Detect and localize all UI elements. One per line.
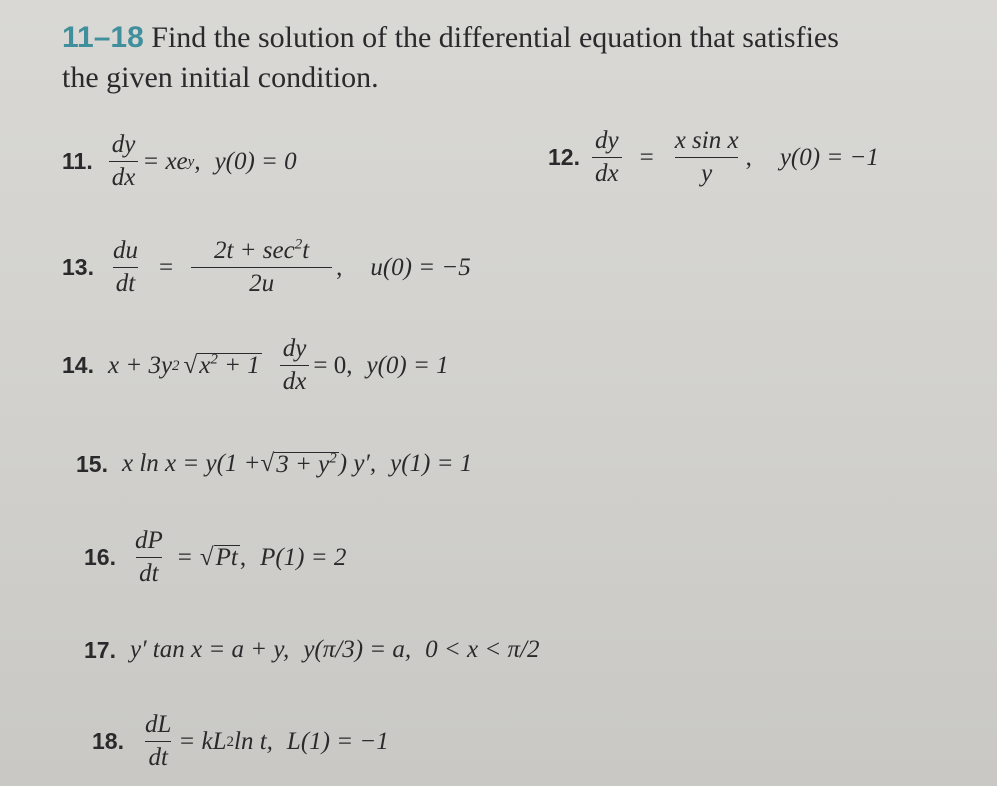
sqrt-sign: √ (260, 450, 275, 477)
header-line-1 (62, 18, 839, 58)
exponent: 2 (329, 450, 337, 467)
fraction-denominator: dx (592, 157, 622, 187)
domain-constraint: 0 < x < π/2 (425, 636, 540, 663)
problem-17 (84, 636, 539, 664)
sqrt-body: Pt (215, 544, 238, 571)
problem-number: 16. (84, 544, 116, 570)
fraction-numerator: x sin x (674, 127, 739, 154)
problem-number: 18. (92, 728, 124, 754)
lhs-expression: x ln x = y(1 + (121, 450, 261, 477)
sqrt-body (197, 353, 261, 378)
instruction-text-1: Find the solution of the differential equation that satisfies (151, 21, 839, 54)
fraction-numerator: dL (144, 711, 172, 738)
initial-condition: y(0) = −1 (779, 143, 879, 171)
derivative-fraction (142, 712, 174, 771)
sqrt-sign: √ (199, 543, 214, 571)
comma: , (745, 143, 752, 171)
fraction-denominator: 2u (191, 267, 332, 297)
fraction-denominator: dx (280, 365, 310, 395)
initial-condition: y(1) = 1 (390, 450, 473, 477)
sqrt-sign: √ (183, 351, 198, 379)
initial-condition: y(0) = 1 (366, 351, 449, 379)
sqrt-part-a: 3 + y (276, 450, 330, 478)
derivative-fraction (280, 336, 310, 395)
right-hand-side: = kL (178, 727, 227, 755)
instruction-text-2: the given initial condition. (62, 61, 379, 94)
fraction-denominator: dx (109, 161, 139, 191)
comma: , (336, 253, 343, 281)
fraction-numerator (211, 238, 312, 267)
comma: , (194, 147, 201, 175)
problem-18: 18. $\frac{dL}{dt}$ = kL 2 ln t, L(1) = −1 (92, 711, 389, 771)
sqrt-part-b: + 1 (217, 352, 260, 379)
initial-condition: P(1) = 2 (260, 543, 347, 571)
problem-16 (84, 528, 346, 587)
exercise-header (62, 18, 839, 98)
fraction-numerator: dy (111, 131, 136, 158)
right-hand-side: = xe (142, 147, 188, 175)
problem-number: 15. (76, 450, 108, 477)
numerator-part-a: 2t + sec (213, 237, 295, 264)
fraction-numerator: dP (134, 527, 163, 554)
initial-condition: y(0) = 0 (214, 147, 297, 175)
sqrt-body (274, 452, 338, 477)
problem-15 (76, 450, 472, 478)
problem-number: 12. (548, 144, 580, 170)
initial-condition: y(π/3) = a, (303, 636, 412, 663)
problem-number: 14. (62, 352, 94, 378)
problem-11: 11. $\frac{dy}{dx}$ = xe y , y(0) = 0 (62, 131, 297, 191)
equals-sign: = (158, 253, 174, 281)
equals-sign: = (639, 143, 654, 171)
right-hand-side: = 0, (313, 351, 353, 379)
numerator-part-b: t (302, 237, 310, 264)
fraction-denominator: y (675, 157, 738, 187)
lhs-term: x + 3y (107, 351, 173, 379)
fraction-numerator: dy (282, 335, 307, 362)
derivative-fraction (132, 528, 166, 587)
exponent: 2 (294, 236, 303, 253)
equation: y′ tan x = a + y, (129, 636, 290, 663)
fraction-denominator: dt (136, 557, 161, 587)
derivative-fraction (109, 132, 139, 191)
right-hand-side-tail: ln t, (234, 727, 273, 755)
fraction-numerator: dy (594, 127, 619, 154)
comma: , (239, 543, 247, 571)
problem-13 (62, 238, 471, 297)
initial-condition: L(1) = −1 (286, 727, 389, 755)
problem-12 (548, 128, 879, 187)
rhs-fraction (191, 238, 332, 297)
expression-tail: ) y′, (338, 450, 377, 477)
fraction-denominator: dt (113, 267, 138, 297)
derivative-fraction (110, 238, 141, 297)
equals-sign: = (177, 543, 192, 571)
problem-number: 13. (62, 254, 94, 280)
sqrt-part-a: x (199, 352, 211, 379)
rhs-fraction (672, 128, 742, 187)
problem-number: 17. (84, 636, 116, 663)
initial-condition: u(0) = −5 (370, 253, 471, 281)
derivative-fraction (592, 128, 622, 187)
problem-14: 14. x + 3y 2 √ $x^2 + 1$ $\frac{dy}{dx}$ = 0, y(0) = 1 (62, 335, 449, 395)
fraction-numerator: du (112, 237, 138, 264)
problem-number: 11. (62, 148, 93, 174)
exercise-range: 11–18 (62, 21, 144, 54)
fraction-denominator: dt (145, 741, 170, 771)
exponent: 2 (210, 351, 218, 368)
